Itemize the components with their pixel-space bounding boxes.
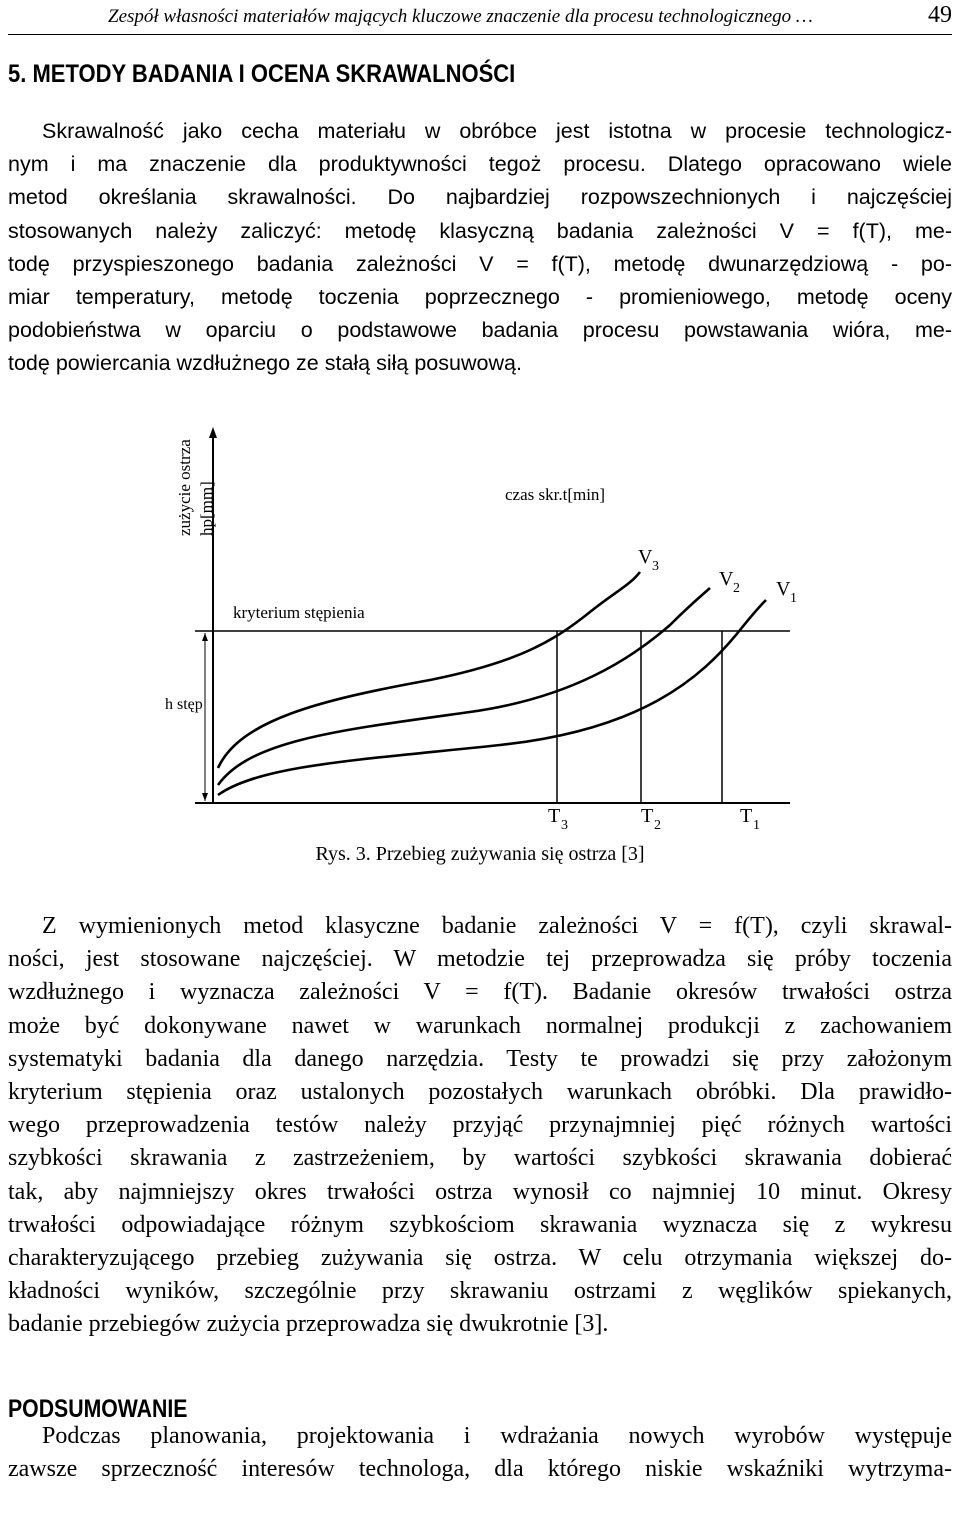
paragraph-2-line: systematyki badania dla danego narzędzia. Testy te prowadzi się przy założonym	[8, 1045, 952, 1072]
t-subscript-2: 2	[654, 818, 661, 833]
paragraph-2-line: szybkości skrawania z zastrzeżeniem, by wartości szybkości skrawania dobierać	[8, 1145, 952, 1172]
h-step-label: h stęp	[165, 696, 203, 713]
page-header	[8, 0, 952, 35]
paragraph-2-line: kryterium stępienia oraz ustalonych pozostałych warunkach obróbki. Dla prawidło-	[8, 1079, 952, 1106]
t-label-1: T	[740, 805, 753, 827]
paragraph-2-line: wego przeprowadzenia testów należy przyjąć przynajmniej pięć różnych wartości	[8, 1112, 952, 1139]
x-axis-label: czas skr.t[min]	[505, 485, 606, 504]
paragraph-2-line: charakteryzującego przebieg zużywania się ostrza. W celu otrzymania większej do-	[8, 1245, 952, 1272]
paragraph-2-line: tak, aby najmniejszy okres trwałości ostrza wynosił co najmniej 10 minut. Okresy	[8, 1178, 952, 1205]
h-dimension-arrow-top	[202, 633, 208, 641]
paragraph-2-line: Z wymienionych metod klasyczne badanie zależności V = f(T), czyli skrawal-	[42, 913, 952, 939]
wear-curve-figure	[0, 405, 960, 835]
paragraph-2-line: ności, jest stosowane najczęściej. W metodzie tej przeprowadza się próby toczenia	[8, 946, 952, 973]
paragraph-1-line: Skrawalność jako cecha materiału w obróbce jest istotna w procesie technologicz-	[42, 119, 952, 143]
t-label-2: T	[641, 805, 654, 827]
paragraph-2	[8, 910, 952, 1342]
paragraph-3	[8, 1420, 952, 1486]
curve-label-v1: V	[776, 578, 791, 600]
y-axis-label-line2: hp[mm]	[197, 481, 216, 536]
t-subscript-1: 1	[753, 818, 760, 833]
y-axis-arrow	[209, 427, 217, 438]
curve-label-v3: V	[638, 546, 653, 568]
curve-subscript-v3: 3	[652, 559, 659, 574]
paragraph-1-line: todę powiercania wzdłużnego ze stałą siłą posuwową.	[8, 351, 522, 376]
paragraph-3-line: zawsze sprzeczność interesów technologa, dla którego niskie wskaźniki wytrzyma-	[8, 1456, 952, 1483]
y-axis-label	[175, 439, 216, 536]
paragraph-1-line: metod określania skrawalności. Do najbardziej rozpowszechnionych i najczęściej	[8, 185, 952, 210]
curve-v3	[218, 572, 640, 768]
page-number: 49	[928, 2, 952, 28]
paragraph-2-line: wzdłużnego i wyznacza zależności V = f(T). Badanie okresów trwałości ostrza	[8, 979, 952, 1006]
curve-subscript-v1: 1	[790, 591, 797, 606]
paragraph-1-line: podobieństwa w oparciu o podstawowe badania procesu powstawania wióra, me-	[8, 318, 952, 343]
paragraph-2-line: badanie przebiegów zużycia przeprowadza się dwukrotnie [3].	[8, 1311, 609, 1338]
paragraph-1-line: miar temperatury, metodę toczenia poprzecznego - promieniowego, metodę oceny	[8, 285, 952, 310]
paragraph-3-line: Podczas planowania, projektowania i wdrażania nowych wyrobów występuje	[42, 1423, 952, 1449]
paragraph-1-line: nym i ma znaczenie dla produktywności tegoż procesu. Dlatego opracowano wiele	[8, 152, 952, 177]
paragraph-1-line: stosowanych należy zaliczyć: metodę klasyczną badania zależności V = f(T), me-	[8, 218, 952, 243]
paragraph-2-line: trwałości odpowiadające różnym szybkościom skrawania wyznacza się z wykresu	[8, 1211, 952, 1238]
curve-subscript-v2: 2	[733, 581, 740, 596]
paragraph-2-line: kładności wyników, szczególnie przy skrawaniu ostrzami z węglików spiekanych,	[8, 1278, 952, 1305]
section-heading: 5. METODY BADANIA I OCENA SKRAWALNOŚCI	[8, 60, 516, 88]
curve-v1	[218, 600, 766, 795]
running-title: Zespół własności materiałów mających kluczowe znaczenie dla procesu technologicznego …	[108, 6, 813, 27]
criterion-label: kryterium stępienia	[233, 603, 365, 622]
y-axis-label-line1: zużycie ostrza	[175, 439, 194, 536]
paragraph-1	[8, 115, 952, 381]
figure-caption: Rys. 3. Przebieg zużywania się ostrza [3]	[315, 843, 645, 865]
paragraph-2-line: może być dokonywane nawet w warunkach normalnej produkcji z zachowaniem	[8, 1012, 952, 1039]
summary-heading: PODSUMOWANIE	[8, 1395, 188, 1423]
paragraph-1-line: todę przyspieszonego badania zależności V = f(T), metodę dwunarzędziową - po-	[8, 251, 952, 276]
t-subscript-3: 3	[561, 818, 568, 833]
h-dimension-arrow-bottom	[202, 793, 208, 801]
curve-label-v2: V	[719, 568, 734, 590]
t-label-3: T	[548, 805, 561, 827]
